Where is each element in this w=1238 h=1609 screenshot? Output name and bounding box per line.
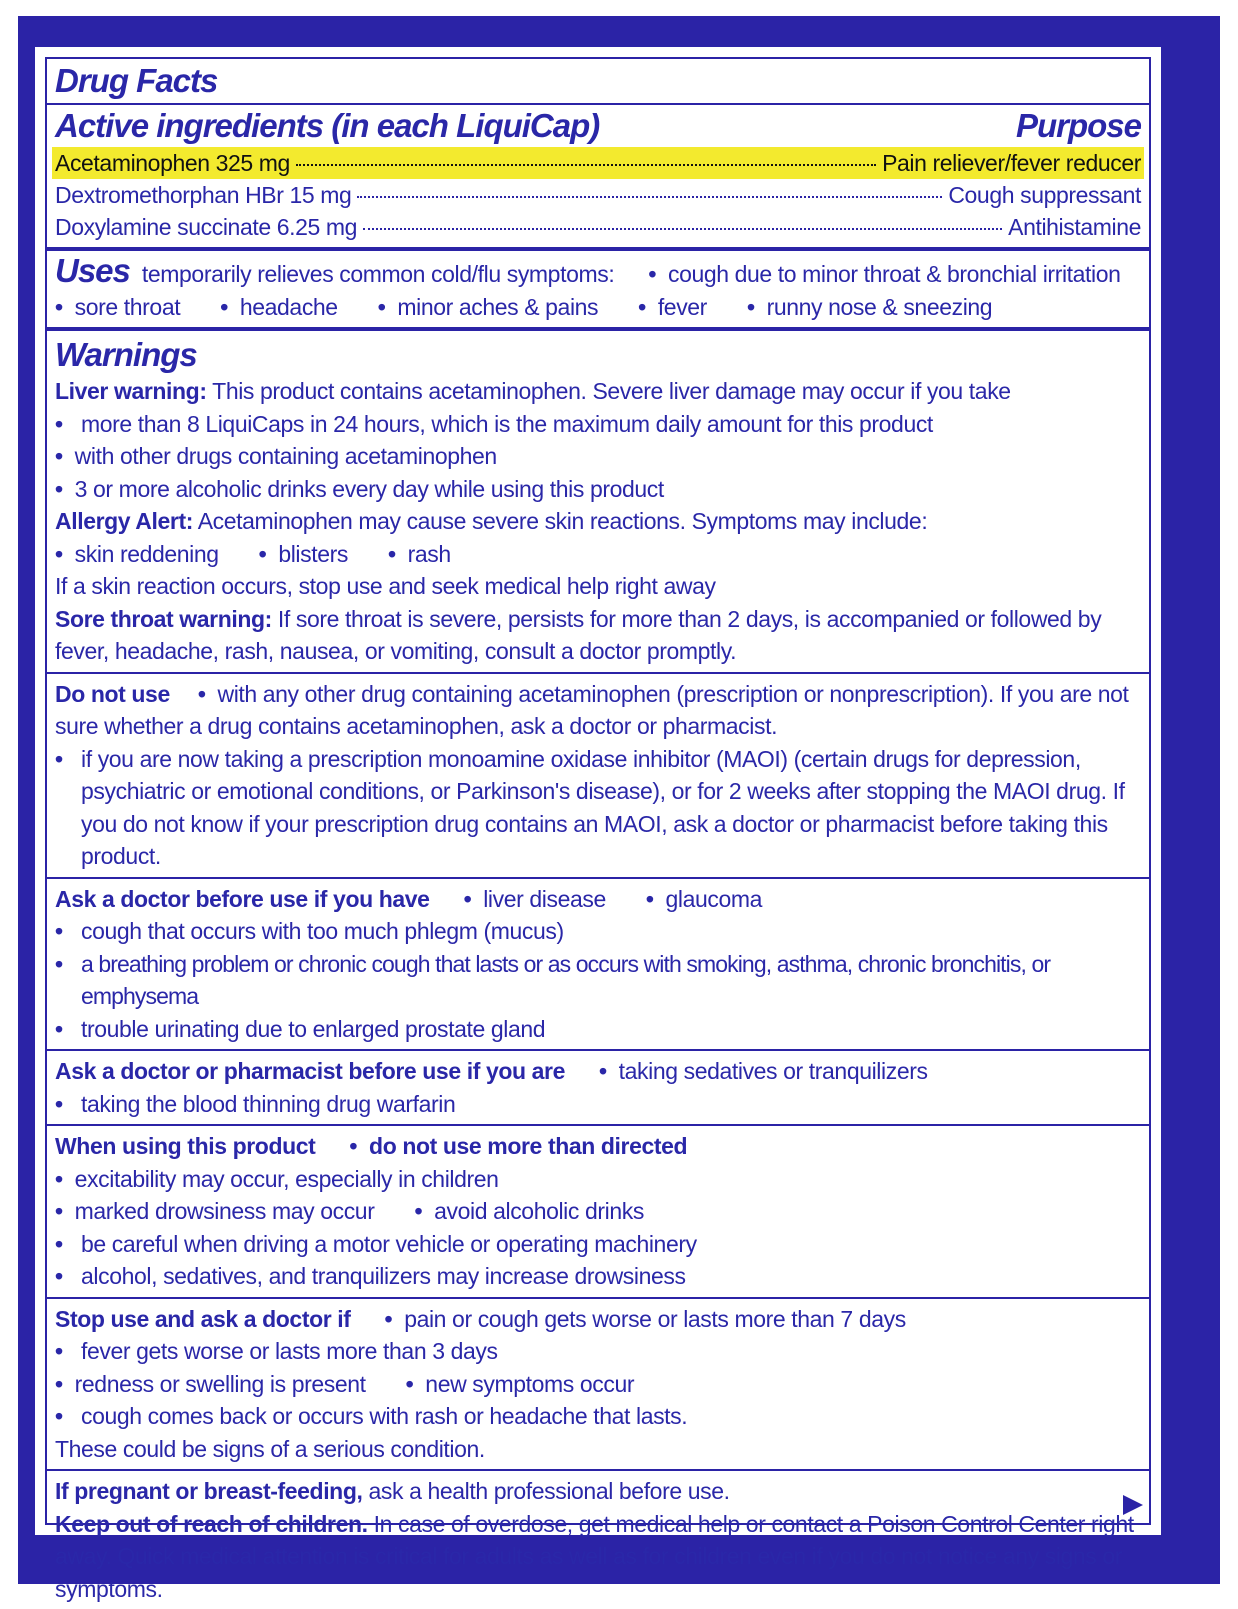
uses-heading: Uses [55, 252, 130, 289]
ingredient-name: Acetaminophen 325 mg [55, 150, 290, 176]
do-not-use-item: with any other drug containing acetaminophen (prescription or nonprescription). If you are not sure whether a drug contains acetaminophen, ask a doctor or pharmacist. [55, 680, 1129, 739]
when-using-item: • marked drowsiness may occur [55, 1195, 374, 1228]
ingredient-row [52, 147, 1144, 179]
allergy-alert-label: Allergy Alert: [55, 508, 193, 534]
dot-leader [357, 196, 942, 198]
uses-intro: temporarily relieves common cold/flu symptoms: [141, 261, 615, 287]
uses-item: • runny nose & sneezing [747, 291, 992, 324]
stop-use-item: • cough comes back or occurs with rash or headache that lasts. [55, 1400, 1141, 1433]
ask-doctor-item: • a breathing problem or chronic cough that lasts or as occurs with smoking, asthma, chronic bronchitis, or emphysema [55, 948, 1141, 1013]
allergy-item: • rash [388, 538, 451, 571]
ask-pharmacist-item: • taking the blood thinning drug warfarin [55, 1088, 1141, 1121]
allergy-item: • skin reddening [55, 538, 219, 571]
liver-item: • with other drugs containing acetaminophen [55, 440, 497, 473]
uses-item: • sore throat [55, 291, 180, 324]
ingredient-row [52, 211, 1144, 243]
uses-item: • minor aches & pains [378, 291, 598, 324]
keep-out-label: Keep out of reach of children. [55, 1510, 368, 1537]
ask-doctor-item: • cough that occurs with too much phlegm (mucus) [55, 915, 1141, 948]
uses-item: • fever [638, 291, 707, 324]
when-using-section [55, 1126, 1141, 1297]
ingredient-name: Doxylamine succinate 6.25 mg [55, 214, 358, 240]
allergy-after-text: If a skin reaction occurs, stop use and seek medical help right away [55, 573, 716, 599]
ask-doctor-section [55, 879, 1141, 1050]
purpose-heading: Purpose [1015, 107, 1141, 144]
do-not-use-item: • if you are now taking a prescription monoamine oxidase inhibitor (MAOI) (certain drugs for depression, psychiatric or emotional conditions, or Parkinson's disease), or for 2 weeks after stopping the MAOI drug. If you do not know if your prescription drug contains an MAOI, ask a doctor or pharmacist before taking this product. [55, 743, 1141, 873]
stop-use-item: • pain or cough gets worse or lasts more than 7 days [385, 1303, 906, 1336]
when-using-label: When using this product [55, 1133, 316, 1159]
pregnancy-and-children-section [55, 1471, 1141, 1609]
when-using-item: • avoid alcoholic drinks [414, 1195, 643, 1228]
liver-warning-text: This product contains acetaminophen. Severe liver damage may occur if you take [212, 378, 1011, 404]
stop-use-after: These could be signs of a serious condition. [55, 1435, 485, 1462]
ask-pharmacist-item: • taking sedatives or tranquilizers [599, 1055, 928, 1088]
pregnant-label: If pregnant or breast-feeding, [55, 1478, 363, 1504]
do-not-use-label: Do not use [55, 680, 170, 707]
warnings-heading: Warnings [55, 336, 197, 373]
ask-doctor-item: • glaucoma [646, 883, 762, 916]
right-triangle-icon [1123, 1495, 1143, 1515]
active-ingredients-heading: Active ingredients (in each LiquiCap) [55, 107, 600, 144]
uses-item: • headache [220, 291, 338, 324]
ask-pharmacist-label: Ask a doctor or pharmacist before use if you are [55, 1058, 565, 1084]
ask-pharmacist-section [55, 1051, 1141, 1124]
dot-leader [296, 164, 876, 166]
when-using-item: • do not use more than directed [349, 1130, 687, 1163]
drug-facts-title: Drug Facts [55, 62, 218, 99]
ask-doctor-item: • trouble urinating due to enlarged prostate gland [55, 1013, 1141, 1046]
ingredient-purpose: Antihistamine [1008, 214, 1141, 240]
stop-use-section [55, 1299, 1141, 1470]
ingredient-purpose: Cough suppressant [948, 182, 1141, 208]
stop-use-label: Stop use and ask a doctor if [55, 1305, 351, 1332]
dot-leader [363, 228, 1002, 230]
ask-doctor-label: Ask a doctor before use if you have [55, 885, 430, 912]
stop-use-item: • new symptoms occur [406, 1368, 634, 1401]
warnings-section [55, 331, 1141, 672]
when-using-item: • alcohol, sedatives, and tranquilizers may increase drowsiness [55, 1260, 1141, 1293]
active-ingredients-header [55, 105, 1141, 147]
pregnant-text: ask a health professional before use. [368, 1478, 730, 1504]
drug-facts-panel [32, 44, 1164, 1602]
allergy-item: • blisters [259, 538, 348, 571]
drug-facts-box [45, 57, 1151, 1602]
ingredient-row [52, 179, 1144, 211]
sore-throat-text: If sore throat is severe, persists for more than 2 days, is accompanied or followed by fever, headache, rash, nausea, or vomiting, consult a doctor promptly. [55, 605, 1102, 664]
allergy-alert-text: Acetaminophen may cause severe skin reactions. Symptoms may include: [197, 508, 928, 534]
liver-item: • more than 8 LiquiCaps in 24 hours, which is the maximum daily amount for this product [55, 408, 1141, 441]
uses-section [55, 251, 1141, 327]
when-using-item: • be careful when driving a motor vehicle or operating machinery [55, 1228, 1141, 1261]
do-not-use-section: Do not use • with any other drug containing acetaminophen (prescription or nonprescription). If you are not sure whether a drug contains acetaminophen, ask a doctor or pharmacist. • if you are now taking a prescription monoamine oxidase inhibitor (MAOI) (certain drugs for depression, psychiatric or emotional conditions, or Parkinson's disease), or for 2 weeks after stopping the MAOI drug. If you do not know if your prescription drug contains an MAOI, ask a doctor or pharmacist before taking this product. [55, 674, 1141, 877]
stop-use-item: • fever gets worse or lasts more than 3 days [55, 1335, 1141, 1368]
ingredient-purpose: Pain reliever/fever reducer [882, 150, 1141, 176]
stop-use-item: • redness or swelling is present [55, 1368, 366, 1401]
liver-warning-label: Liver warning: [55, 378, 207, 404]
uses-item: • cough due to minor throat & bronchial irritation [648, 258, 1120, 291]
sore-throat-label: Sore throat warning: [55, 605, 272, 632]
when-using-item: • excitability may occur, especially in children [55, 1163, 499, 1196]
liver-item: • 3 or more alcoholic drinks every day while using this product [55, 473, 664, 506]
ingredient-name: Dextromethorphan HBr 15 mg [55, 182, 352, 208]
ask-doctor-item: • liver disease [464, 883, 606, 916]
keep-out-text: In case of overdose, get medical help or contact a Poison Control Center right away. Quick medical attention is critical for adults as well as for children even if you do not notice any signs or symptoms. [55, 1510, 1134, 1602]
